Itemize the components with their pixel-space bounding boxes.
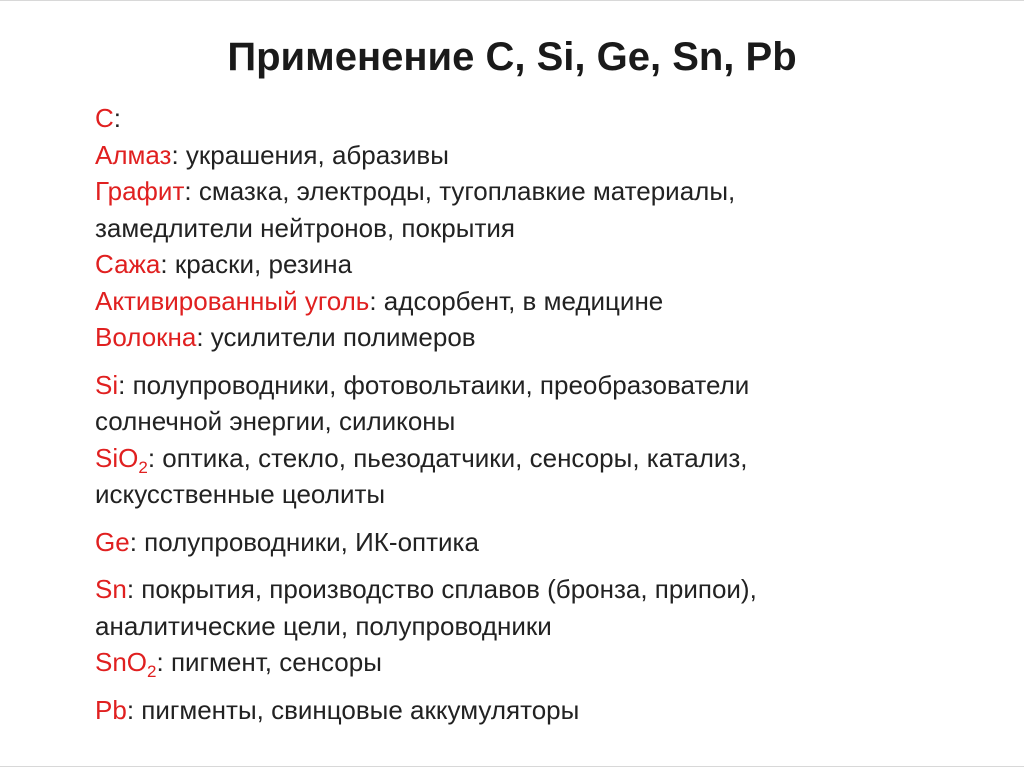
slide-title: Применение C, Si, Ge, Sn, Pb [227, 35, 797, 79]
sno2-term-base: SnO [95, 647, 148, 677]
sno2-term-subscript: 2 [147, 662, 157, 681]
diamond-line [95, 137, 975, 174]
silicon-line [95, 367, 975, 404]
germanium-uses: : полупроводники, ИК-оптика [129, 526, 479, 557]
sio2-uses: : оптика, стекло, пьезодатчики, сенсоры, катализ, [147, 442, 748, 473]
activated-carbon-uses: : адсорбент, в медицине [369, 285, 664, 316]
tin-line [95, 571, 975, 608]
activated-carbon-line [95, 283, 975, 320]
sio2-line-cont: искусственные цеолиты [95, 479, 386, 509]
sio2-term [95, 442, 148, 477]
section-lead [95, 692, 975, 729]
soot-uses: : краски, резина [160, 249, 353, 279]
lead-term: Pb [95, 694, 127, 725]
silicon-uses: : полупроводники, фотовольтаики, преобразователи [118, 369, 750, 400]
silicon-line-cont: солнечной энергии, силиконы [95, 406, 456, 436]
diamond-uses: : украшения, абразивы [171, 139, 449, 170]
fibers-term: Волокна [95, 322, 197, 352]
section-tin [95, 571, 975, 681]
graphite-uses: : смазка, электроды, тугоплавкие материалы, [184, 176, 736, 206]
slide-content [95, 100, 975, 728]
sio2-term-subscript: 2 [138, 457, 148, 477]
sio2-line [95, 440, 975, 477]
section-germanium [95, 524, 975, 561]
sio2-term-base: SiO [95, 442, 139, 473]
silicon-term: Si [95, 369, 119, 400]
lead-line [95, 692, 975, 729]
sno2-line [95, 644, 975, 681]
lead-uses: : пигменты, свинцовые аккумуляторы [126, 694, 580, 725]
sno2-term [95, 647, 157, 681]
soot-term: Сажа [95, 249, 161, 279]
activated-carbon-term: Активированный уголь [95, 285, 370, 316]
diamond-term: Алмаз [95, 139, 172, 170]
tin-uses: : покрытия, производство сплавов (бронза, припои), [126, 574, 757, 604]
germanium-term: Ge [95, 526, 130, 557]
germanium-line [95, 524, 975, 561]
carbon-heading-line [95, 100, 975, 137]
carbon-heading-colon: : [113, 103, 122, 133]
graphite-term: Графит [95, 176, 185, 206]
tin-term: Sn [95, 574, 127, 604]
fibers-uses: : усилители полимеров [196, 322, 476, 352]
section-silicon [95, 367, 975, 513]
graphite-line [95, 173, 975, 210]
graphite-line-cont: замедлители нейтронов, покрытия [95, 212, 515, 243]
section-carbon [95, 100, 975, 356]
soot-line [95, 246, 975, 283]
sno2-uses: : пигмент, сенсоры [156, 647, 382, 677]
tin-line-cont: аналитические цели, полупроводники [95, 610, 552, 641]
carbon-heading: C [95, 103, 114, 133]
fibers-line [95, 319, 975, 356]
